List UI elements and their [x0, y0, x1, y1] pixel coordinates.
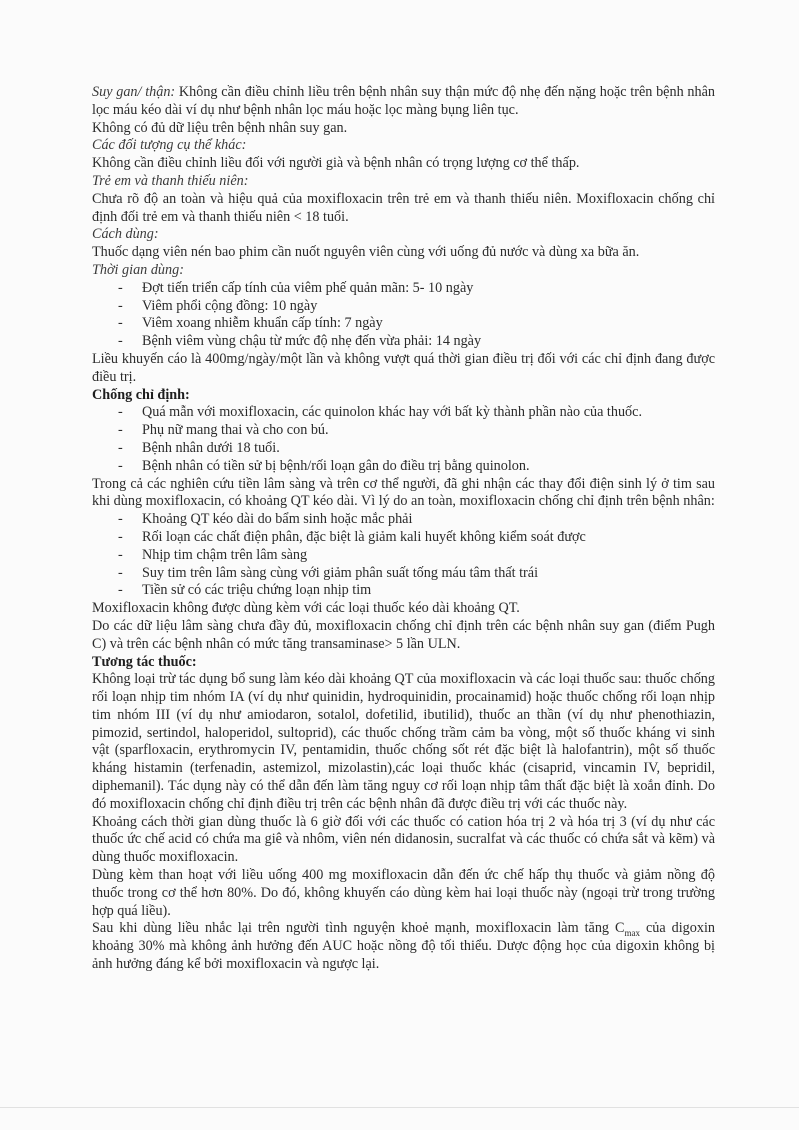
administration-text: Thuốc dạng viên nén bao phim cần nuốt nguyên viên cùng với uống đủ nước và dùng xa bữa ăn.	[92, 244, 640, 261]
interactions-heading: Tương tác thuốc:	[92, 653, 197, 670]
qt-studies-paragraph: Trong cả các nghiên cứu tiền lâm sàng và trên cơ thể người, đã ghi nhận các thay đổi điện sinh lý ở tim sau khi dùng moxifloxacin, có khoảng QT kéo dài. Vì lý do an toàn, moxifloxacin chống chỉ định trên bệnh nhân:	[92, 475, 715, 510]
interactions-qt-paragraph: Không loại trừ tác dụng bổ sung làm kéo dài khoảng QT của moxifloxacin và các loại thuốc sau: thuốc chống rối loạn nhịp tim nhóm IA (ví dụ như quinidin, hydroquinidin, procainamid) hoặc thuốc chống rối loạn nhịp tim nhóm III (ví dụ như amiodaron, sotalol, dofetilid, ibutilid), thuốc an thần (ví dụ như phenothiazin, pimozid, sertindol, haloperidol, sultoprid), các thuốc chống trầm cảm ba vòng, một số thuốc kháng vi sinh vật (sparfloxacin, erythromycin IV, pentamidin, thuốc chống sốt rét đặc biệt là halofantrin), một số thuốc kháng histamin (terfenadin, astemizol, mizolastin),các loại thuốc khác (cisaprid, vincamin IV, bepridil, diphemanil). Tác dụng này có thể dẫn đến làm tăng nguy cơ rối loạn nhịp tâm thất đặc biệt là xoắn đỉnh. Do đó moxifloxacin chống chỉ định điều trị trên các bệnh nhân đã được điều trị với các thuốc này.	[92, 671, 715, 812]
list-item: - Viêm xoang nhiễm khuẩn cấp tính: 7 ngày	[118, 315, 715, 333]
cmax-subscript: max	[624, 928, 640, 939]
duration-list	[92, 280, 715, 351]
renal-hepatic-paragraph	[92, 84, 715, 120]
special-populations-heading: Các đối tượng cụ thể khác:	[92, 137, 247, 154]
scan-edge-line	[0, 1107, 799, 1108]
duration-heading: Thời gian dùng:	[92, 261, 184, 278]
list-item: - Suy tim trên lâm sàng cùng với giảm phân suất tống máu tâm thất trái	[118, 565, 715, 583]
digoxin-text-start: Sau khi dùng liều nhắc lại trên người tình nguyện khoẻ mạnh, moxifloxacin làm tăng C	[92, 920, 625, 937]
hepatic-contraindication-paragraph: Do các dữ liệu lâm sàng chưa đầy đủ, moxifloxacin chống chỉ định trên các bệnh nhân suy gan (điểm Pugh C) và trên các bệnh nhân có mức tăng transaminase> 5 lần ULN.	[92, 617, 715, 652]
list-item: - Khoảng QT kéo dài do bẩm sinh hoặc mắc phải	[118, 511, 715, 529]
interactions-digoxin-paragraph	[92, 920, 715, 973]
contraindications-heading: Chống chỉ định:	[92, 386, 190, 403]
list-item: - Viêm phổi cộng đồng: 10 ngày	[118, 298, 715, 316]
qt-drugs-paragraph: Moxifloxacin không được dùng kèm với các loại thuốc kéo dài khoảng QT.	[92, 600, 520, 617]
list-item: - Quá mẫn với moxifloxacin, các quinolon khác hay với bất kỳ thành phần nào của thuốc.	[118, 404, 715, 422]
pediatric-heading: Trẻ em và thanh thiếu niên:	[92, 172, 249, 189]
list-item: - Bệnh nhân có tiền sử bị bệnh/rối loạn gân do điều trị bằng quinolon.	[118, 458, 715, 476]
renal-hepatic-heading: Suy gan/ thận:	[92, 84, 176, 100]
list-item: - Đợt tiến triển cấp tính của viêm phế quản mãn: 5- 10 ngày	[118, 280, 715, 298]
interactions-cation-paragraph: Khoảng cách thời gian dùng thuốc là 6 giờ đối với các thuốc có cation hóa trị 2 và hóa trị 3 (ví dụ như các thuốc ức chế acid có chứa ma giê và nhôm, viên nén didanosin, sucralfat và các thuốc có chứa sắt và kẽm) và dùng thuốc moxifloxacin.	[92, 813, 715, 866]
list-item: - Bệnh nhân dưới 18 tuổi.	[118, 440, 715, 458]
special-populations-text: Không cần điều chỉnh liều đối với người già và bệnh nhân có trọng lượng cơ thể thấp.	[92, 155, 580, 172]
renal-hepatic-text: Không cần điều chỉnh liều trên bệnh nhân suy thận mức độ nhẹ đến nặng hoặc trên bệnh nhân lọc máu kéo dài ví dụ như bệnh nhân lọc máu hoặc lọc màng bụng liên tục.	[92, 84, 715, 118]
interactions-charcoal-paragraph: Dùng kèm than hoạt với liều uống 400 mg moxifloxacin dẫn đến ức chế hấp thụ thuốc và giảm nồng độ thuốc trong cơ thể hơn 80%. Do đó, không khuyến cáo dùng kèm hai loại thuốc này (ngoại trừ trong trường hợp quá liều).	[92, 867, 715, 919]
list-item: - Nhịp tim chậm trên lâm sàng	[118, 547, 715, 565]
hepatic-insufficient-data: Không có đủ dữ liệu trên bệnh nhân suy gan.	[92, 119, 348, 136]
recommended-dose-note: Liều khuyến cáo là 400mg/ngày/một lần và không vượt quá thời gian điều trị đối với các chỉ định đang được điều trị.	[92, 350, 715, 385]
contraindications-list	[92, 404, 715, 475]
list-item: - Phụ nữ mang thai và cho con bú.	[118, 422, 715, 440]
qt-contraindications-list	[92, 511, 715, 600]
list-item: - Rối loạn các chất điện phân, đặc biệt là giảm kali huyết không kiểm soát được	[118, 529, 715, 547]
list-item: - Bệnh viêm vùng chậu từ mức độ nhẹ đến vừa phải: 14 ngày	[118, 333, 715, 351]
administration-heading: Cách dùng:	[92, 226, 159, 243]
pediatric-text: Chưa rõ độ an toàn và hiệu quả của moxifloxacin trên trẻ em và thanh thiếu niên. Moxifloxacin chống chỉ định đối trẻ em và thanh thiếu niên < 18 tuổi.	[92, 190, 715, 225]
digoxin-text-end: của digoxin khoảng 30% mà không ảnh hưởng đến AUC hoặc nồng độ tối thiểu. Dược động học của digoxin không bị ảnh hưởng đáng kể bởi moxifloxacin và ngược lại.	[92, 920, 715, 973]
list-item: - Tiền sử có các triệu chứng loạn nhịp tim	[118, 582, 715, 600]
